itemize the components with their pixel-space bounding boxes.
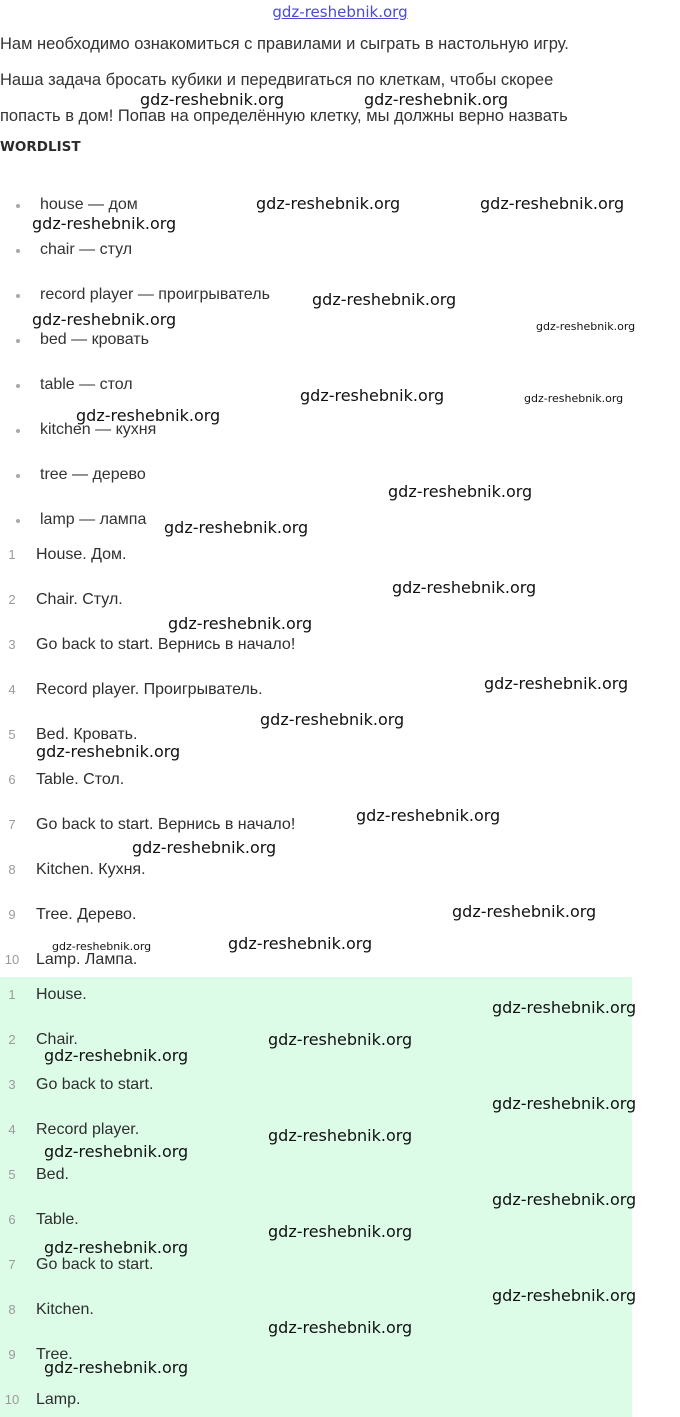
item-text: Kitchen. Кухня. [36, 861, 146, 878]
bullet-icon [16, 519, 20, 523]
list-item [0, 813, 632, 837]
watermark: gdz-reshebnik.org [492, 998, 637, 1017]
watermark: gdz-reshebnik.org [52, 940, 152, 953]
watermark: gdz-reshebnik.org [268, 1030, 413, 1049]
item-number: 7 [8, 817, 16, 832]
answer-item [0, 1073, 632, 1097]
item-number: 4 [8, 1122, 16, 1137]
item-number: 6 [8, 772, 16, 787]
item-text: House. [36, 986, 87, 1003]
item-text: Lamp. Лампа. [36, 951, 138, 968]
item-text: Tree. [36, 1346, 73, 1363]
watermark: gdz-reshebnik.org [44, 1358, 189, 1377]
watermark: gdz-reshebnik.org [300, 386, 445, 405]
bullet-icon [16, 294, 20, 298]
wordlist-item-text: chair — стул [40, 241, 133, 258]
watermark: gdz-reshebnik.org [164, 518, 309, 537]
list-item [0, 678, 632, 702]
intro-paragraph-1: Нам необходимо ознакомиться с правилами и сыграть в настольную игру. [0, 35, 569, 53]
item-text: Lamp. [36, 1391, 81, 1408]
intro-paragraph-2 [0, 62, 660, 134]
list-item [0, 903, 632, 927]
item-number: 2 [8, 592, 16, 607]
bullet-icon [16, 474, 20, 478]
answer-item [0, 1298, 632, 1322]
item-number: 10 [4, 1392, 20, 1407]
item-number: 8 [8, 862, 16, 877]
list-item [0, 768, 632, 792]
watermark: gdz-reshebnik.org [168, 614, 313, 633]
watermark: gdz-reshebnik.org [492, 1286, 637, 1305]
watermark: gdz-reshebnik.org [484, 674, 629, 693]
item-number: 5 [8, 727, 16, 742]
item-number: 10 [4, 952, 20, 967]
watermark: gdz-reshebnik.org [492, 1094, 637, 1113]
intro-line-1: Наша задача бросать кубики и передвигаться по клеткам, чтобы скорее [0, 71, 554, 89]
list-item [0, 588, 632, 612]
watermark: gdz-reshebnik.org [364, 90, 509, 109]
watermark: gdz-reshebnik.org [356, 806, 501, 825]
item-text: Chair. [36, 1031, 78, 1048]
item-text: Tree. Дерево. [36, 906, 137, 923]
item-number: 3 [8, 637, 16, 652]
item-number: 9 [8, 907, 16, 922]
watermark: gdz-reshebnik.org [32, 214, 177, 233]
site-link[interactable]: gdz-reshebnik.org [272, 3, 408, 21]
wordlist-item-text: table — стол [40, 376, 133, 393]
item-number: 3 [8, 1077, 16, 1092]
answer-item [0, 983, 632, 1007]
item-text: Go back to start. [36, 1256, 154, 1273]
item-text: Kitchen. [36, 1301, 94, 1318]
list-item [0, 723, 632, 747]
item-number: 6 [8, 1212, 16, 1227]
item-text: Record player. Проигрыватель. [36, 681, 263, 698]
item-text: Go back to start. [36, 1076, 154, 1093]
watermark: gdz-reshebnik.org [32, 310, 177, 329]
item-text: Bed. Кровать. [36, 726, 138, 743]
item-text: Table. [36, 1211, 79, 1228]
wordlist-item-text: house — дом [40, 196, 138, 213]
watermark: gdz-reshebnik.org [36, 742, 181, 761]
list-item [0, 543, 632, 567]
watermark: gdz-reshebnik.org [44, 1046, 189, 1065]
item-text: Go back to start. Вернись в начало! [36, 636, 296, 653]
watermark: gdz-reshebnik.org [140, 90, 285, 109]
wordlist-item-text: bed — кровать [40, 331, 149, 348]
wordlist-item-text: lamp — лампа [40, 511, 147, 528]
watermark: gdz-reshebnik.org [452, 902, 597, 921]
item-text: Go back to start. Вернись в начало! [36, 816, 296, 833]
watermark: gdz-reshebnik.org [312, 290, 457, 309]
answer-item [0, 1163, 632, 1187]
wordlist-item-text: record player — проигрыватель [40, 286, 270, 303]
bullet-icon [16, 204, 20, 208]
watermark: gdz-reshebnik.org [268, 1222, 413, 1241]
watermark: gdz-reshebnik.org [392, 578, 537, 597]
item-number: 1 [8, 987, 16, 1002]
bullet-icon [16, 429, 20, 433]
wordlist-item-text: tree — дерево [40, 466, 146, 483]
bullet-icon [16, 384, 20, 388]
item-number: 5 [8, 1167, 16, 1182]
list-item [0, 948, 632, 972]
watermark: gdz-reshebnik.org [132, 838, 277, 857]
item-text: House. Дом. [36, 546, 127, 563]
watermark: gdz-reshebnik.org [44, 1238, 189, 1257]
watermark: gdz-reshebnik.org [524, 392, 624, 405]
item-number: 9 [8, 1347, 16, 1362]
watermark: gdz-reshebnik.org [388, 482, 533, 501]
answer-item [0, 1208, 632, 1232]
answer-item [0, 1253, 632, 1277]
answer-item [0, 1118, 632, 1142]
item-number: 8 [8, 1302, 16, 1317]
watermark: gdz-reshebnik.org [536, 320, 636, 333]
watermark: gdz-reshebnik.org [256, 194, 401, 213]
watermark: gdz-reshebnik.org [268, 1126, 413, 1145]
watermark: gdz-reshebnik.org [228, 934, 373, 953]
watermark: gdz-reshebnik.org [260, 710, 405, 729]
wordlist-heading: WORDLIST [0, 139, 81, 155]
item-number: 2 [8, 1032, 16, 1047]
intro-line-2: попасть в дом! Попав на определённую клетку, мы должны верно назвать [0, 107, 568, 125]
watermark: gdz-reshebnik.org [44, 1142, 189, 1161]
list-item [0, 633, 632, 657]
list-item [0, 858, 632, 882]
answer-item [0, 1388, 632, 1412]
item-text: Bed. [36, 1166, 69, 1183]
item-number: 4 [8, 682, 16, 697]
item-number: 1 [8, 547, 16, 562]
watermark: gdz-reshebnik.org [268, 1318, 413, 1337]
watermark: gdz-reshebnik.org [480, 194, 625, 213]
bullet-icon [16, 339, 20, 343]
answer-item [0, 1028, 632, 1052]
watermark: gdz-reshebnik.org [76, 406, 221, 425]
wordlist-item-text: kitchen — кухня [40, 421, 157, 438]
item-text: Chair. Стул. [36, 591, 123, 608]
bullet-icon [16, 249, 20, 253]
item-number: 7 [8, 1257, 16, 1272]
watermark: gdz-reshebnik.org [492, 1190, 637, 1209]
item-text: Record player. [36, 1121, 140, 1138]
answer-item [0, 1343, 632, 1367]
item-text: Table. Стол. [36, 771, 125, 788]
